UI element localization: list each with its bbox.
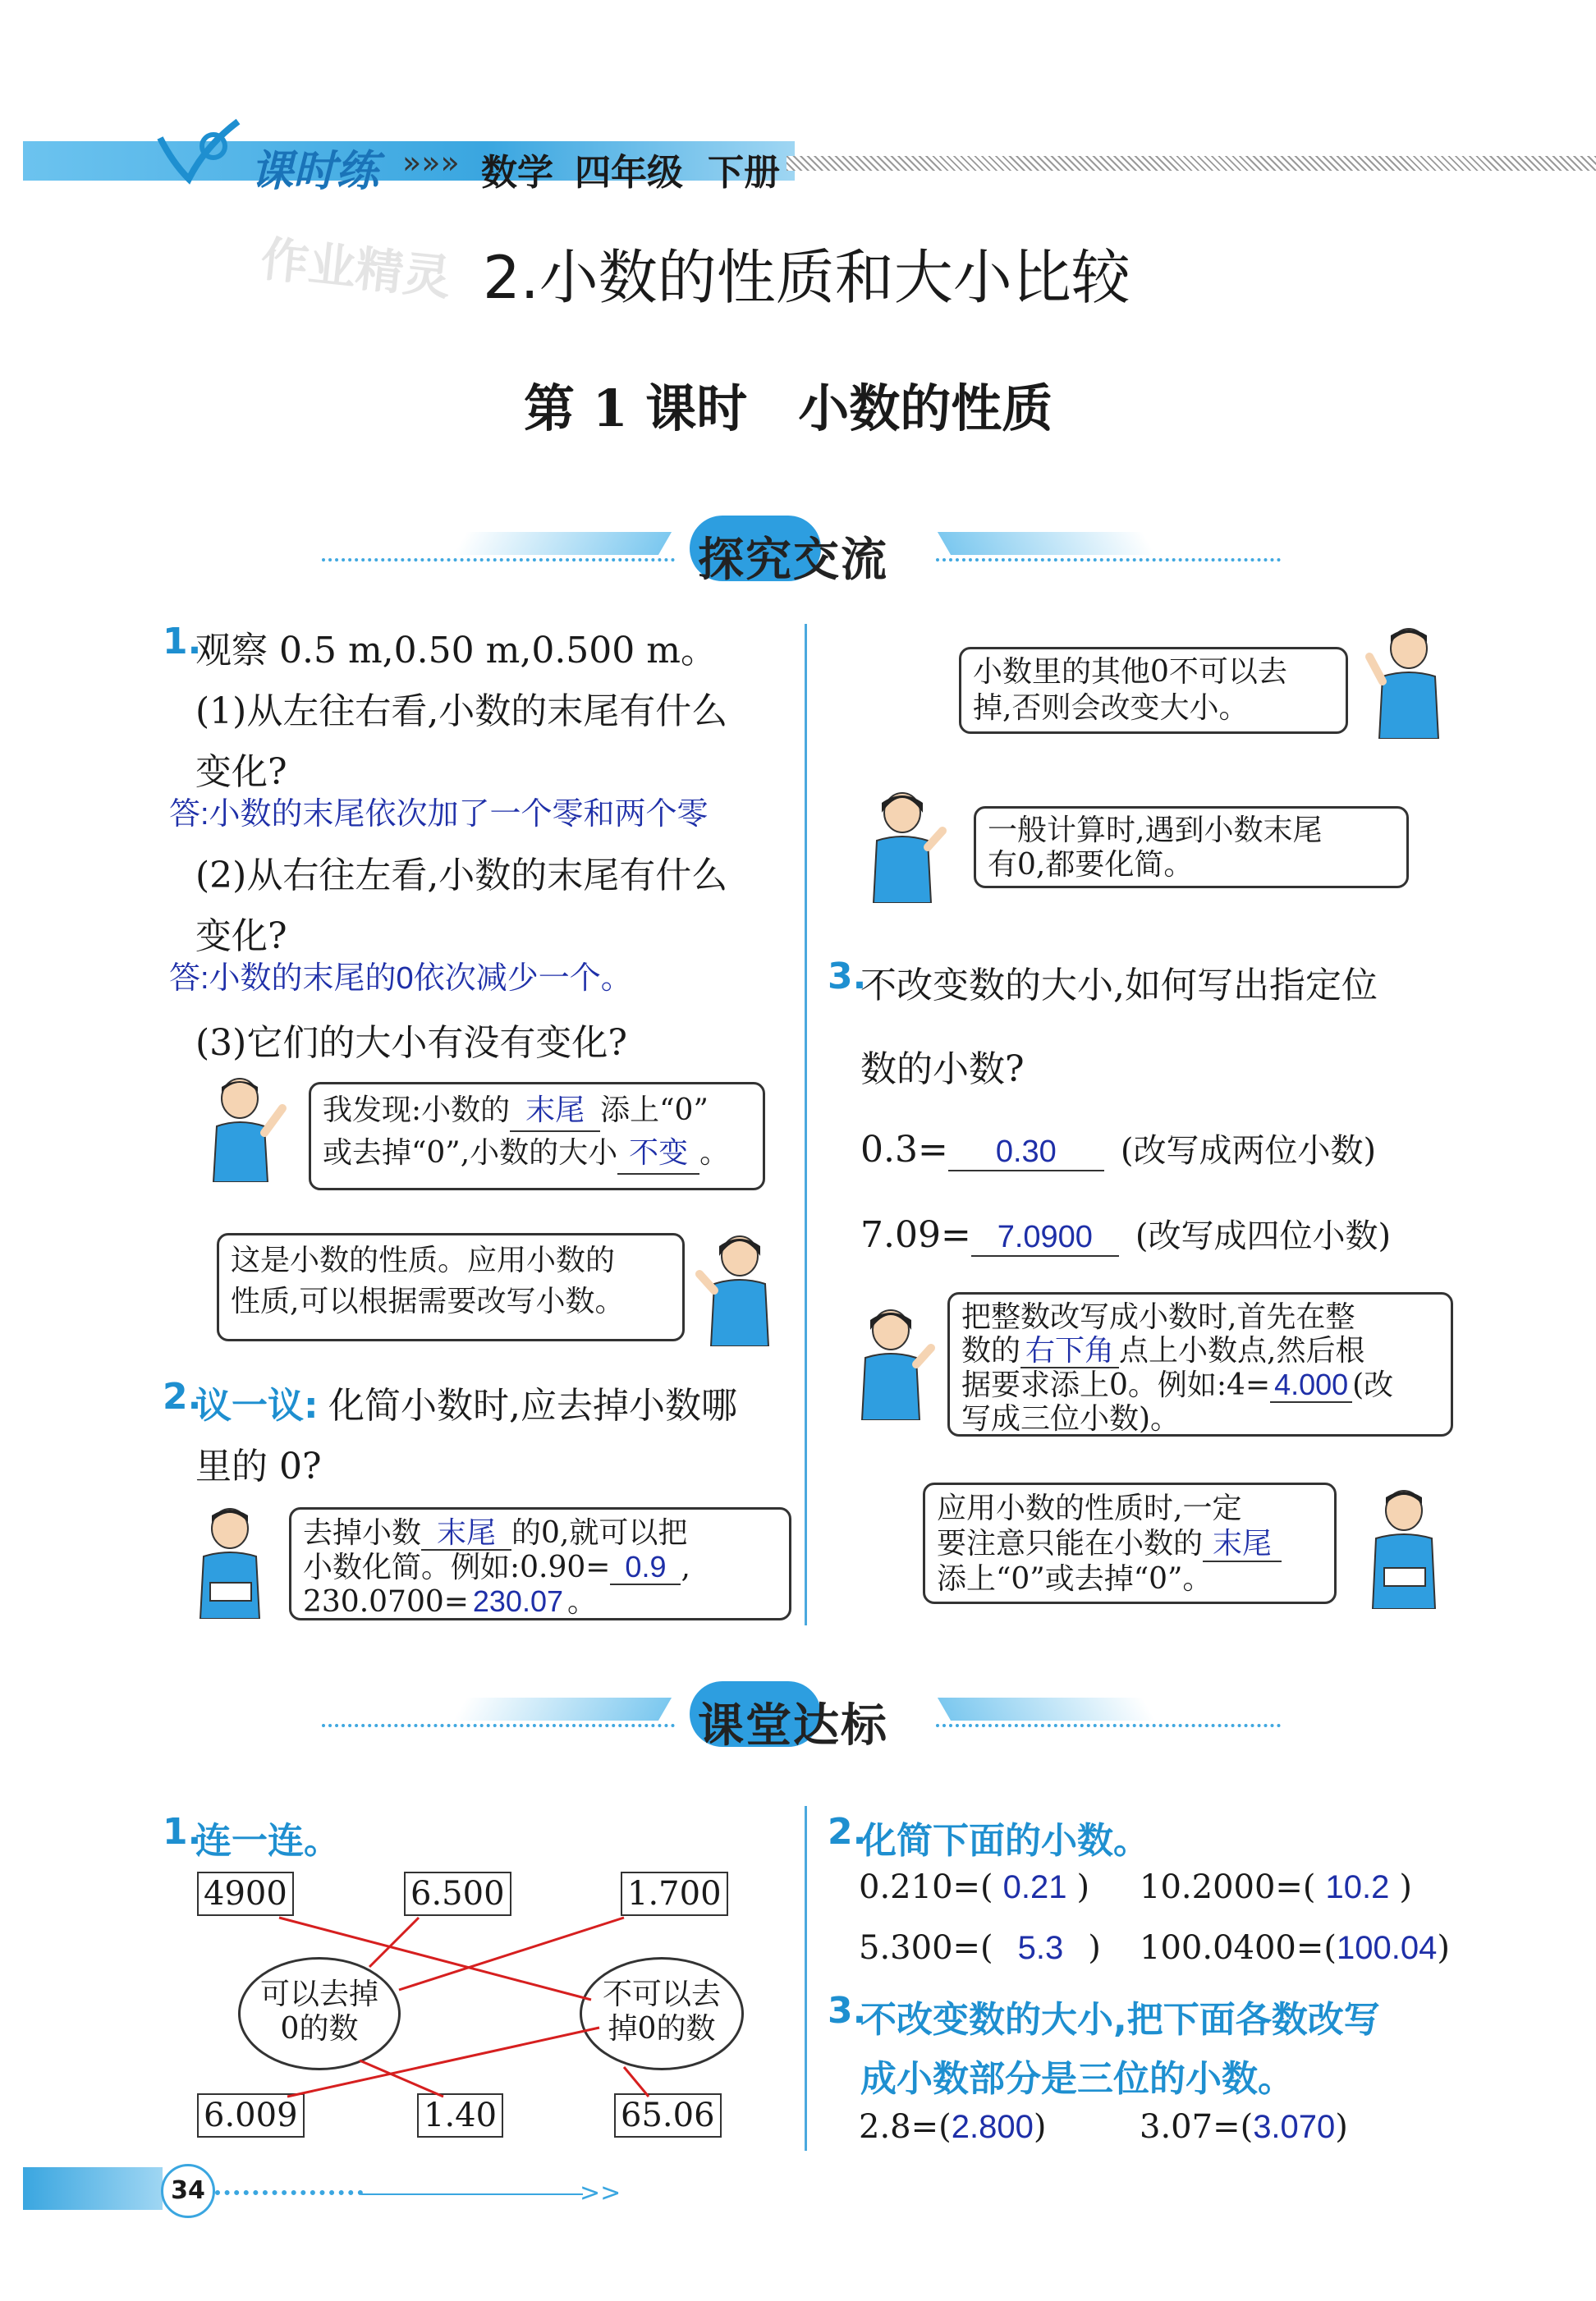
q2-stem-b: 里的 0? bbox=[195, 1446, 322, 1487]
bubble-other-zeros-line2: 掉,否则会改变大小。 bbox=[973, 691, 1249, 725]
p2-item-4-end: ) bbox=[1437, 1929, 1450, 1967]
p2-item-1-end: ) bbox=[1076, 1868, 1090, 1906]
match-line-6506 bbox=[624, 2067, 649, 2097]
p2-item-3 bbox=[859, 1929, 1101, 1967]
q3-row2-answer: 7.0900 bbox=[971, 1220, 1119, 1257]
bubble-caution-line1: 应用小数的性质时,一定 bbox=[937, 1492, 1242, 1525]
footer-dots bbox=[215, 2190, 363, 2195]
p3-item-1 bbox=[859, 2108, 1046, 2146]
p2-stem: 化简下面的小数。 bbox=[860, 1820, 1149, 1862]
header-volume: 下册 bbox=[708, 152, 780, 194]
section-title: 2.小数的性质和大小比较 bbox=[483, 243, 1130, 312]
q1-answer2: 答:小数的末尾的0依次减少一个。 bbox=[169, 961, 632, 996]
bubble-discovery-text3: 或去掉“0”,小数的大小 bbox=[323, 1136, 618, 1170]
q3-number: 3. bbox=[828, 956, 867, 997]
bubble-discovery-text2: 添上“0” bbox=[600, 1093, 709, 1127]
bubble-integer-text3a: 据要求添上0。例如:4= bbox=[961, 1368, 1271, 1402]
bubble-simplify-comma: , bbox=[681, 1551, 690, 1584]
match-box-140[interactable]: 1.40 bbox=[417, 2093, 503, 2138]
match-box-6009[interactable]: 6.009 bbox=[197, 2093, 305, 2138]
p2-item-1-answer: 0.21 bbox=[1002, 1869, 1067, 1905]
q3-row1-note: (改写成两位小数) bbox=[1120, 1132, 1377, 1170]
q3-stem-b: 数的小数? bbox=[860, 1048, 1025, 1090]
p3-item-2-expr: 3.07=( bbox=[1140, 2108, 1254, 2146]
q2-number: 2. bbox=[163, 1376, 202, 1418]
bubble-integer-text3b: (改 bbox=[1352, 1368, 1394, 1402]
bubble-simplify-answer3: 230.07 bbox=[469, 1585, 567, 1620]
q2-tag: 议一议: bbox=[195, 1385, 319, 1427]
q3-row1-answer: 0.30 bbox=[948, 1134, 1104, 1171]
bubble-simplify-answer2: 0.9 bbox=[610, 1551, 681, 1585]
bubble-discovery-answer1: 末尾 bbox=[510, 1089, 600, 1132]
bubble-simplify-rule-line1: 一般计算时,遇到小数末尾 bbox=[988, 814, 1323, 847]
p2-item-4-expr: 100.0400=( bbox=[1140, 1929, 1337, 1967]
lesson-title: 第 1 课时 小数的性质 bbox=[524, 378, 1053, 438]
bubble-other-zeros-line1: 小数里的其他0不可以去 bbox=[973, 655, 1287, 689]
bubble-caution-line3: 添上“0”或去掉“0”。 bbox=[937, 1562, 1213, 1596]
p2-item-3-answer: 5.3 bbox=[1017, 1930, 1064, 1966]
bubble-caution-answer: 末尾 bbox=[1203, 1526, 1282, 1562]
bubble-property-line2: 性质,可以根据需要改写小数。 bbox=[231, 1285, 625, 1318]
banner-practice-label: 课堂达标 bbox=[698, 1699, 888, 1753]
q2-stem-a: 化简小数时,应去掉小数哪 bbox=[328, 1385, 737, 1427]
q3-row2-note: (改写成四位小数) bbox=[1135, 1217, 1392, 1255]
bubble-discovery-end: 。 bbox=[699, 1136, 730, 1170]
bubble-integer-answer1: 右下角 bbox=[1020, 1334, 1119, 1368]
p2-item-3-expr: 5.300=( bbox=[859, 1929, 993, 1967]
brand-name: 课时练 bbox=[250, 147, 379, 196]
q1-part3: (3)它们的大小有没有变化? bbox=[195, 1022, 627, 1064]
page-number-badge bbox=[161, 2164, 215, 2218]
header-arrows: »»» bbox=[402, 144, 460, 181]
oval-removable-line2: 0的数 bbox=[280, 2012, 359, 2046]
bubble-simplify-text4: 230.0700= bbox=[303, 1585, 469, 1619]
bubble-integer-text2a: 数的 bbox=[961, 1334, 1021, 1368]
p2-item-2-answer: 10.2 bbox=[1325, 1869, 1390, 1905]
p3-item-2 bbox=[1140, 2108, 1348, 2146]
p3-number: 3. bbox=[828, 1990, 867, 2032]
p2-item-4-answer: 100.04 bbox=[1336, 1930, 1438, 1966]
match-line-6009 bbox=[287, 2028, 599, 2097]
oval-not-removable-line1: 不可以去 bbox=[602, 1978, 721, 2011]
bubble-simplify-rule-line2: 有0,都要化简。 bbox=[988, 848, 1194, 882]
bubble-discovery-text1: 我发现:小数的 bbox=[323, 1093, 511, 1127]
p2-item-2 bbox=[1140, 1868, 1412, 1906]
p2-item-1-expr: 0.210=( bbox=[859, 1868, 993, 1906]
bubble-discovery-answer2: 不变 bbox=[617, 1132, 699, 1175]
footer-arrow-line bbox=[361, 2193, 583, 2195]
bubble-simplify-text1: 去掉小数 bbox=[303, 1516, 422, 1550]
match-box-6500[interactable]: 6.500 bbox=[404, 1872, 511, 1916]
p3-item-1-answer: 2.800 bbox=[951, 2109, 1034, 2145]
match-box-4900[interactable]: 4900 bbox=[197, 1872, 294, 1916]
q3-row1-expr: 0.3= bbox=[860, 1129, 948, 1171]
q3-stem-a: 不改变数的大小,如何写出指定位 bbox=[860, 965, 1378, 1006]
p2-item-4 bbox=[1140, 1929, 1450, 1967]
p2-item-3-end: ) bbox=[1088, 1929, 1101, 1967]
bubble-simplify-text2: 的0,就可以把 bbox=[511, 1516, 688, 1550]
footer-arrow-icon: >> bbox=[580, 2179, 621, 2207]
oval-removable-line1: 可以去掉 bbox=[259, 1978, 378, 2011]
q1-stem: 观察 0.5 m,0.50 m,0.500 m。 bbox=[195, 630, 717, 672]
bubble-simplify-text3: 小数化简。例如:0.90= bbox=[303, 1551, 611, 1584]
match-box-6506[interactable]: 65.06 bbox=[614, 2093, 722, 2138]
bubble-integer-text2b: 点上小数点,然后根 bbox=[1119, 1334, 1365, 1368]
bubble-caution-text2: 要注意只能在小数的 bbox=[937, 1527, 1204, 1561]
header-subject: 数学 bbox=[481, 152, 553, 194]
q1-answer1: 答:小数的末尾依次加了一个零和两个零 bbox=[169, 797, 709, 832]
header-grade: 四年级 bbox=[575, 152, 683, 194]
p1-stem: 连一连。 bbox=[195, 1820, 340, 1862]
page-number: 34 bbox=[171, 2176, 205, 2205]
watermark: 作业精灵 bbox=[258, 231, 454, 306]
bubble-simplify-end: 。 bbox=[566, 1585, 597, 1619]
footer-stripe bbox=[23, 2167, 163, 2210]
oval-not-removable-line2: 掉0的数 bbox=[608, 2012, 716, 2046]
p2-item-1 bbox=[859, 1868, 1089, 1906]
q1-part1-a: (1)从左往右看,小数的末尾有什么 bbox=[195, 690, 728, 732]
q1-part1-b: 变化? bbox=[195, 751, 287, 793]
bubble-property-line1: 这是小数的性质。应用小数的 bbox=[231, 1244, 616, 1277]
p2-item-2-end: ) bbox=[1399, 1868, 1412, 1906]
bubble-integer-line1: 把整数改写成小数时,首先在整 bbox=[961, 1300, 1355, 1334]
p3-stem-a: 不改变数的大小,把下面各数改写 bbox=[860, 1999, 1380, 2041]
bubble-integer-line4: 写成三位小数)。 bbox=[961, 1402, 1181, 1436]
match-box-1700[interactable]: 1.700 bbox=[621, 1872, 728, 1916]
p3-item-2-answer: 3.070 bbox=[1253, 2109, 1336, 2145]
p2-number: 2. bbox=[828, 1811, 867, 1853]
q1-part2-b: 变化? bbox=[195, 915, 287, 957]
p3-item-1-expr: 2.8=( bbox=[859, 2108, 952, 2146]
q3-row2-expr: 7.09= bbox=[860, 1214, 971, 1256]
bubble-integer-answer2: 4.000 bbox=[1270, 1368, 1352, 1403]
q1-part2-a: (2)从右往左看,小数的末尾有什么 bbox=[195, 855, 728, 896]
banner-explore-label: 探究交流 bbox=[698, 534, 888, 587]
p3-item-2-end: ) bbox=[1335, 2108, 1348, 2146]
q1-number: 1. bbox=[163, 621, 202, 662]
p3-item-1-end: ) bbox=[1033, 2108, 1047, 2146]
p3-stem-b: 成小数部分是三位的小数。 bbox=[860, 2058, 1294, 2100]
p2-item-2-expr: 10.2000=( bbox=[1140, 1868, 1316, 1906]
bubble-simplify-answer1: 末尾 bbox=[421, 1516, 511, 1551]
match-line-4900 bbox=[279, 1918, 591, 2000]
p1-number: 1. bbox=[163, 1811, 202, 1853]
